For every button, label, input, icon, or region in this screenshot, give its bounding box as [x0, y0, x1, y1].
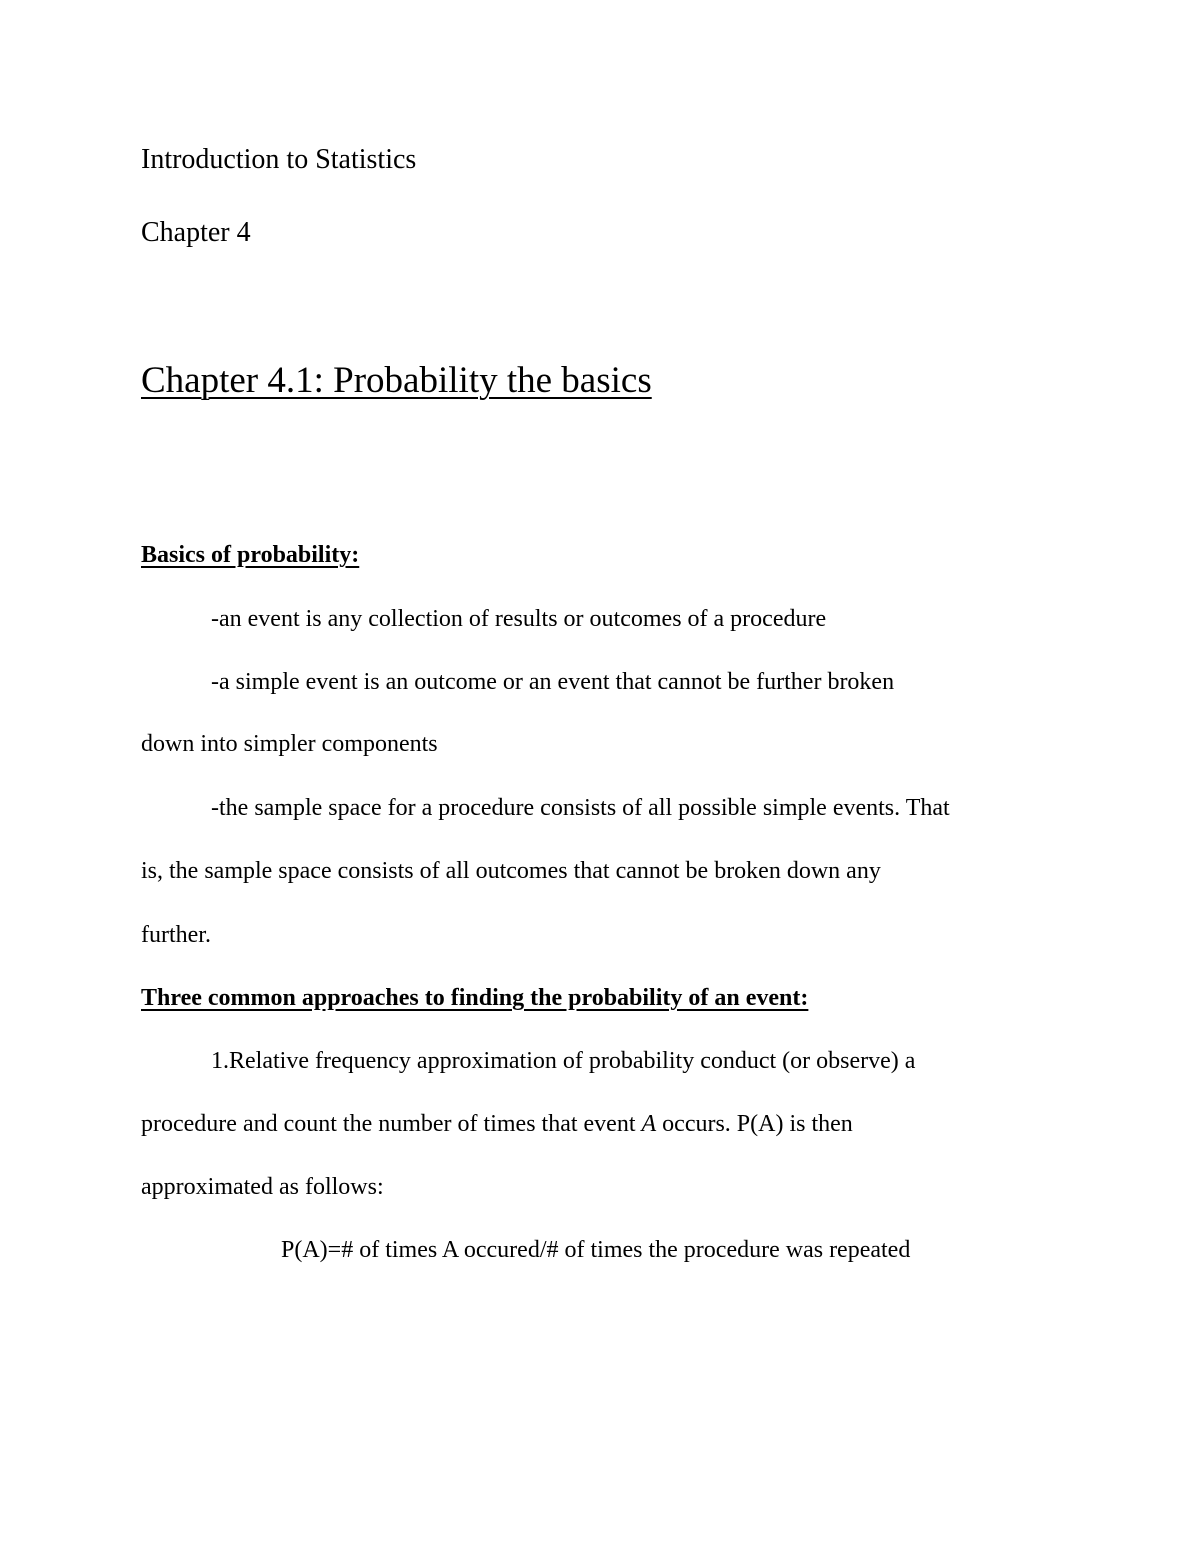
event-a-label: A	[641, 1111, 657, 1137]
basics-item-sample-space-end: further.	[141, 922, 211, 948]
section-heading: Chapter 4.1: Probability the basics	[141, 360, 652, 401]
approach-1-line-3: approximated as follows:	[141, 1174, 384, 1200]
approach-1-line-2	[141, 1109, 853, 1139]
chapter-title: Chapter 4	[141, 217, 251, 248]
basics-item-sample-space: -the sample space for a procedure consists of all possible simple events. That	[211, 795, 950, 821]
approaches-heading: Three common approaches to finding the probability of an event:	[141, 985, 809, 1011]
basics-item-event: -an event is any collection of results or outcomes of a procedure	[211, 606, 827, 632]
approach-1-line-2-before: procedure and count the number of times that event	[141, 1111, 642, 1137]
approach-1-line-1: 1.Relative frequency approximation of probability conduct (or observe) a	[211, 1048, 916, 1074]
basics-heading: Basics of probability:	[141, 542, 360, 568]
basics-item-simple-event: -a simple event is an outcome or an event that cannot be further broken	[211, 669, 895, 695]
relative-frequency-formula: P(A)=# of times A occured/# of times the procedure was repeated	[281, 1237, 911, 1263]
approach-1-line-2-after: occurs. P(A) is then	[656, 1111, 853, 1137]
basics-item-sample-space-continuation: is, the sample space consists of all outcomes that cannot be broken down any	[141, 858, 881, 884]
basics-item-simple-event-continuation: down into simpler components	[141, 731, 438, 757]
course-title: Introduction to Statistics	[141, 144, 417, 175]
